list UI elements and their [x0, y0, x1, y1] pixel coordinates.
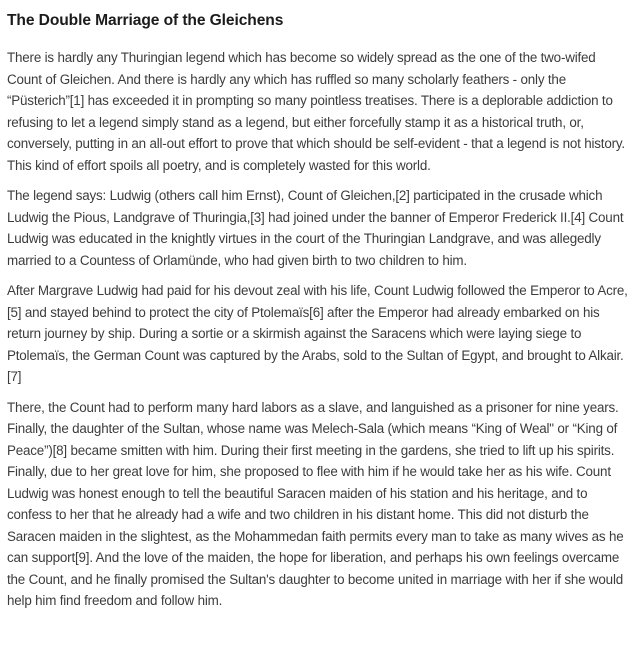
paragraph-crusade: After Margrave Ludwig had paid for his devout zeal with his life, Count Ludwig followed the Emperor to Acre,[5] and stayed behind to protect the city of Ptolemaïs[6] after the Emperor had already embarked on his return journey by ship. During a sortie or a skirmish against the Saracens which were laying siege to Ptolemaïs, the German Count was captured by the Arabs, sold to the Sultan of Egypt, and brought to Alkair.[7]	[7, 283, 628, 384]
paragraph-captivity: There, the Count had to perform many hard labors as a slave, and languished as a prisoner for nine years. Finally, the daughter of the Sultan, whose name was Melech-Sala (which means “King of Weal" or “King of Peace”)[8] became smitten with him. During their first meeting in the gardens, she tried to lift up his spirits. Finally, due to her great love for him, she proposed to flee with him if he would take her as his wife. Count Ludwig was honest enough to tell the beautiful Saracen maiden of his station and his heritage, and to confess to her that he already had a wife and two children in his distant home. This did not disturb the Saracen maiden in the slightest, as the Mohammedan faith permits every man to take as many wives as he can support[9]. And the love of the maiden, the hope for liberation, and perhaps his own feelings overcame the Count, and he finally promised the Sultan's daughter to become united in marriage with her if she would help him find freedom and follow him.	[7, 399, 624, 608]
paragraph-intro: There is hardly any Thuringian legend which has become so widely spread as the one of the two-wifed Count of Gleichen. And there is hardly any which has ruffled so many scholarly feathers - only the “Püsterich”[1] has exceeded it in prompting so many pointless treatises. There is a deplorable addiction to refusing to let a legend simply stand as a legend, but either forcefully stamp it as a historical truth, or, conversely, putting in an all-out effort to prove that which should be self-evident - that a legend is not history. This kind of effort spoils all poetry, and is completely wasted for this world.	[7, 50, 625, 173]
paragraph-legend-begins: The legend says: Ludwig (others call him Ernst), Count of Gleichen,[2] participated in the crusade which Ludwig the Pious, Landgrave of Thuringia,[3] had joined under the banner of Emperor Frederick II.[4] Count Ludwig was educated in the knightly virtues in the court of the Thuringian Landgrave, and was allegedly married to a Countess of Orlamünde, who had given birth to two children to him.	[7, 188, 624, 268]
article-title: The Double Marriage of the Gleichens	[7, 12, 284, 29]
